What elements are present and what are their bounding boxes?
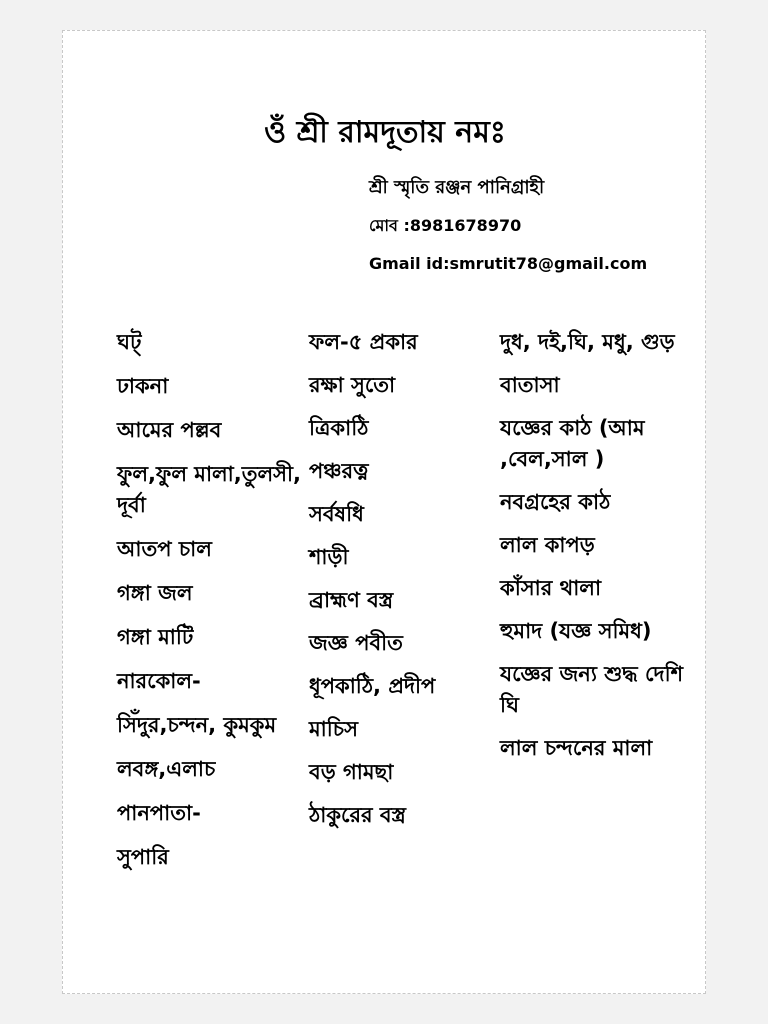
document-page	[62, 30, 706, 994]
list-item: দুধ, দই,ঘি, মধু, গুড়	[500, 330, 675, 354]
list-item: গঙ্গা জল	[117, 581, 193, 605]
list-item: যজ্ঞের কাঠ (আম ,বেল,সাল )	[500, 416, 645, 471]
list-item: সর্বষধি	[309, 502, 364, 526]
list-item: লাল চন্দনের মালা	[500, 736, 653, 760]
list-item: সুপারি	[117, 845, 169, 869]
list-item: গঙ্গা মাটি	[117, 625, 194, 649]
list-item: নারকোল-	[117, 669, 201, 693]
list-item: কাঁসার থালা	[500, 576, 602, 600]
list-item: মাচিস	[309, 717, 358, 741]
list-item: লাল কাপড়	[500, 533, 595, 557]
list-item: পানপাতা-	[117, 801, 201, 825]
item-column-2	[309, 327, 499, 843]
list-item: রক্ষা সুতো	[309, 373, 396, 397]
list-item: শাড়ী	[309, 545, 349, 569]
author-info	[369, 169, 699, 283]
list-item: ঘট্	[117, 330, 142, 354]
item-column-1	[117, 327, 302, 886]
page-title: ওঁ শ্রী রামদূতায় নমঃ	[264, 115, 506, 150]
list-item: বড় গামছা	[309, 760, 394, 784]
list-item: আতপ চাল	[117, 537, 212, 561]
author-name: শ্রী স্মৃতি রঞ্জন পানিগ্রাহী	[369, 177, 545, 198]
author-phone: মোব :8981678970	[369, 216, 522, 235]
list-item: ফল-৫ প্রকার	[309, 330, 418, 354]
list-item: বাতাসা	[500, 373, 560, 397]
item-column-3	[500, 327, 700, 776]
list-item: ব্রাহ্মণ বস্ত্র	[309, 588, 394, 612]
list-item: হুমাদ (যজ্ঞ সমিধ)	[500, 619, 652, 643]
list-item: নবগ্রহের কাঠ	[500, 490, 611, 514]
list-item: লবঙ্গ,এলাচ	[117, 757, 216, 781]
list-item: ধূপকাঠি, প্রদীপ	[309, 674, 436, 698]
list-item: ঢাকনা	[117, 374, 169, 398]
list-item: আমের পল্লব	[117, 418, 222, 442]
list-item: জজ্ঞ পবীত	[309, 631, 403, 655]
list-item: ফুল,ফুল মালা,তুলসী, দূর্বা	[117, 462, 302, 517]
list-item: পঞ্চরত্ন	[309, 459, 369, 483]
author-email: Gmail id:smrutit78@gmail.com	[369, 254, 648, 273]
list-item: যজ্ঞের জন্য শুদ্ধ দেশি ঘি	[500, 662, 683, 717]
list-item: সিঁদুর,চন্দন, কুমকুম	[117, 713, 277, 737]
list-item: ঠাকুরের বস্ত্র	[309, 803, 406, 827]
list-item: ত্রিকাঠি	[309, 416, 369, 440]
